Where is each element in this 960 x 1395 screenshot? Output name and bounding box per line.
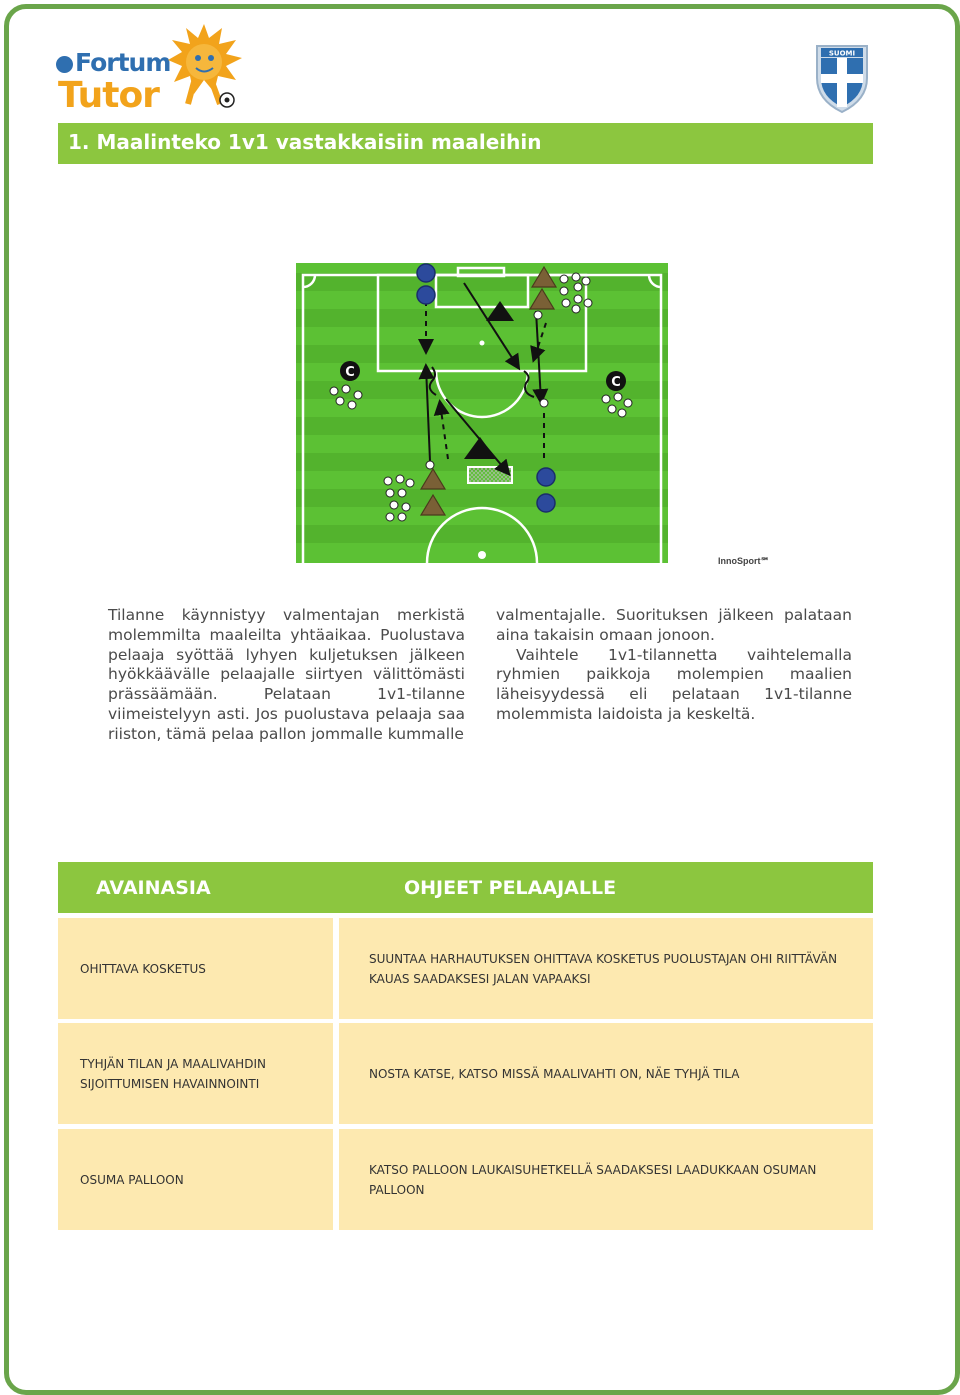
header-key-points: AVAINASIA (96, 877, 211, 899)
description-column-right (496, 606, 852, 725)
table-cell-instruction: KATSO PALLOON LAUKAISUHETKELLÄ SAADAKSESI LAADUKKAAN OSUMAN PALLOON (339, 1129, 873, 1230)
diagram-credit: InnoSport℠ (718, 556, 770, 566)
table-cell-instruction: NOSTA KATSE, KATSO MISSÄ MAALIVAHTI ON, NÄE TYHJÄ TILA (339, 1023, 873, 1124)
suomi-badge-icon (813, 42, 871, 116)
logo-tutor-text: Tutor (58, 75, 159, 116)
table-header (58, 862, 873, 913)
coach-icon (606, 371, 626, 391)
title-bar (58, 123, 873, 164)
drill-diagram (296, 263, 668, 563)
page-title: 1. Maalinteko 1v1 vastakkaisiin maaleihin (68, 130, 542, 154)
coach-icon (340, 361, 360, 381)
fortum-logo-icon (56, 56, 73, 73)
fortum-tutor-logo (56, 20, 236, 115)
description-paragraph: Vaihtele 1v1-tilannetta vaihtelemalla ryhmien paikkoja molempien maalien läheisyydessä eli pelataan 1v1-tilanne molemmista laidoista ja keskeltä. (496, 645, 852, 723)
coach-label: C (611, 375, 621, 390)
table-cell-key: OSUMA PALLOON (58, 1129, 333, 1230)
description-paragraph: valmentajalle. Suorituksen jälkeen palataan aina takaisin omaan jonoon. (496, 606, 852, 644)
table-cell-key: OHITTAVA KOSKETUS (58, 918, 333, 1019)
header-player-instructions: OHJEET PELAAJALLE (404, 877, 617, 899)
description-column-left (108, 606, 465, 745)
badge-text: SUOMI (828, 49, 856, 58)
mascot-icon (164, 20, 244, 115)
description-paragraph: Tilanne käynnistyy valmentajan merkistä molemmilta maaleilta yhtäaikaa. Puolustava pelaaja syöttää lyhyen kuljetuksen jälkeen hyökkäävälle pelaajalle siirtyen välittömästi prässäämään. Pelataan 1v1-tilanne viimeistelyyn asti. Jos puolustava pelaaja saa riiston, tämä pelaa pallon jommalle kummalle (108, 606, 465, 743)
table-cell-key: TYHJÄN TILAN JA MAALIVAHDIN SIJOITTUMISEN HAVAINNOINTI (58, 1023, 333, 1124)
logo-fortum-text: Fortum (75, 48, 171, 77)
table-cell-instruction: SUUNTAA HARHAUTUKSEN OHITTAVA KOSKETUS PUOLUSTAJAN OHI RIITTÄVÄN KAUAS SAADAKSESI JALAN VAPAAKSI (339, 918, 873, 1019)
coach-label: C (345, 365, 355, 380)
